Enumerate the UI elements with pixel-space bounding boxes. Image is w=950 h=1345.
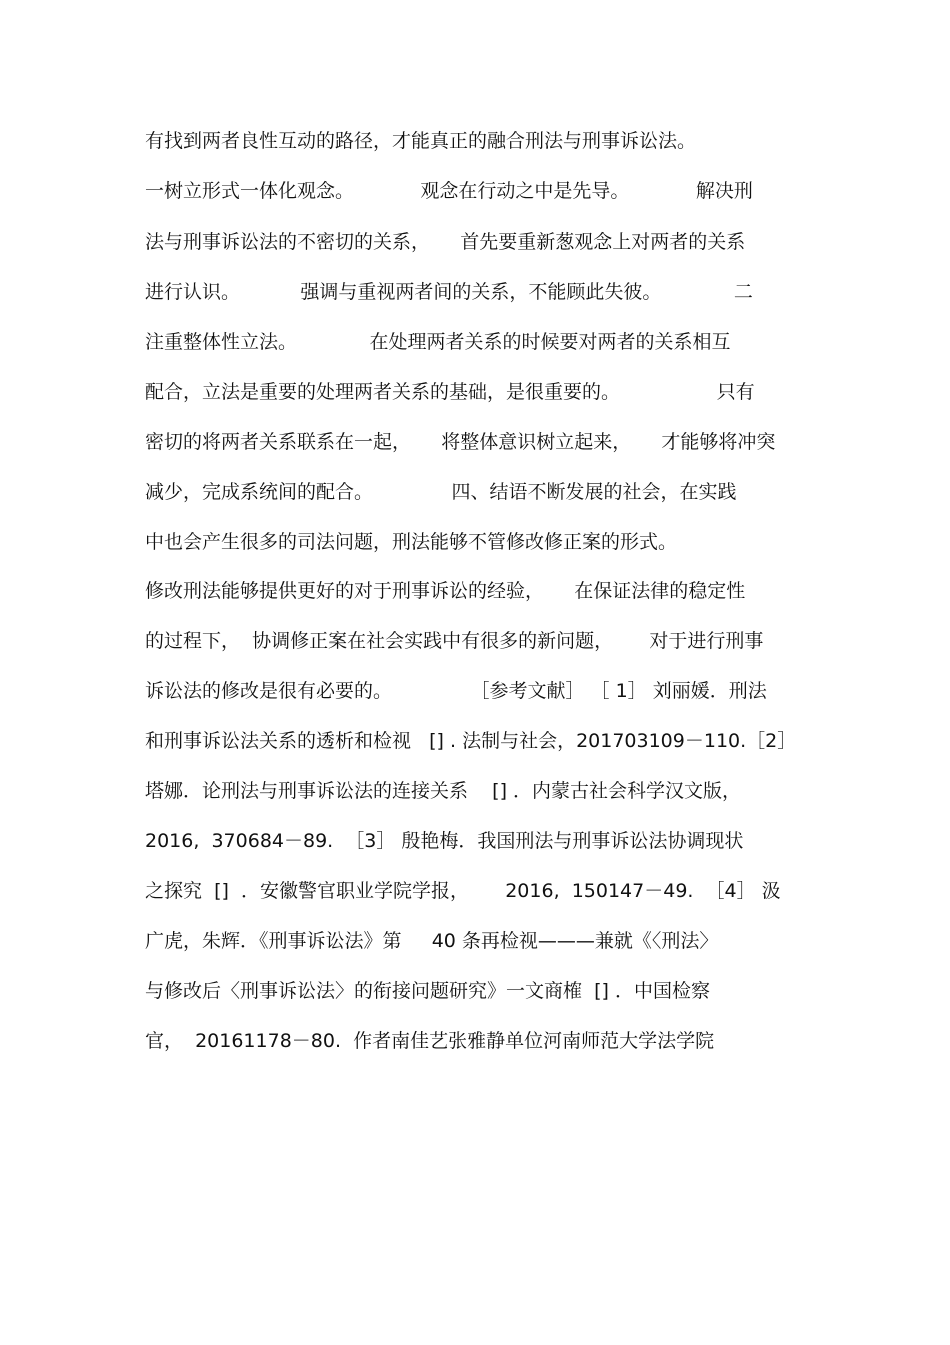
- text-line: 之探究 [] ．安徽警官职业学院学报， 2016, 150147－49. ［4］ 汲: [145, 880, 781, 902]
- text-line: 一树立形式一体化观念。 观念在行动之中是先导。 解决刑: [145, 180, 753, 202]
- text-line: 进行认识。 强调与重视两者间的关系，不能顾此失彼。 二: [145, 281, 753, 303]
- text-line: 中也会产生很多的司法问题，刑法能够不管修改修正案的形式。: [145, 531, 678, 553]
- text-line: 和刑事诉讼法关系的透析和检视 [] . 法制与社会，201703109－110.［2］: [145, 730, 797, 752]
- text-line: 注重整体性立法。 在处理两者关系的时候要对两者的关系相互: [145, 331, 731, 353]
- text-line: 减少，完成系统间的配合。 四、结语不断发展的社会，在实践: [145, 481, 737, 503]
- text-line: 官， 20161178－80. 作者南佳艺张雅静单位河南师范大学法学院: [145, 1030, 715, 1052]
- text-line: 的过程下， 协调修正案在社会实践中有很多的新问题， 对于进行刑事: [145, 630, 764, 652]
- text-line: 修改刑法能够提供更好的对于刑事诉讼的经验， 在保证法律的稳定性: [145, 580, 746, 602]
- text-line: 诉讼法的修改是很有必要的。 ［参考文献］ ［ 1］ 刘丽媛．刑法: [145, 680, 767, 702]
- text-line: 与修改后〈刑事诉讼法〉的衔接问题研究》一文商榷 [] ．中国检察: [145, 980, 710, 1002]
- text-line: 2016, 370684－89. ［3］ 殷艳梅．我国刑法与刑事诉讼法协调现状: [145, 830, 744, 852]
- text-line: 密切的将两者关系联系在一起， 将整体意识树立起来， 才能够将冲突: [145, 431, 776, 453]
- text-line: 广虎，朱辉．《刑事诉讼法》第 40 条再检视———兼就《〈刑法〉: [145, 930, 719, 952]
- text-line: 法与刑事诉讼法的不密切的关系， 首先要重新葱观念上对两者的关系: [145, 231, 746, 253]
- text-line: 配合，立法是重要的处理两者关系的基础，是很重要的。 只有: [145, 381, 755, 403]
- text-line: 塔娜．论刑法与刑事诉讼法的连接关系 [] ．内蒙古社会科学汉文版，: [145, 780, 742, 802]
- text-line: 有找到两者良性互动的路径，才能真正的融合刑法与刑事诉讼法。: [145, 130, 697, 152]
